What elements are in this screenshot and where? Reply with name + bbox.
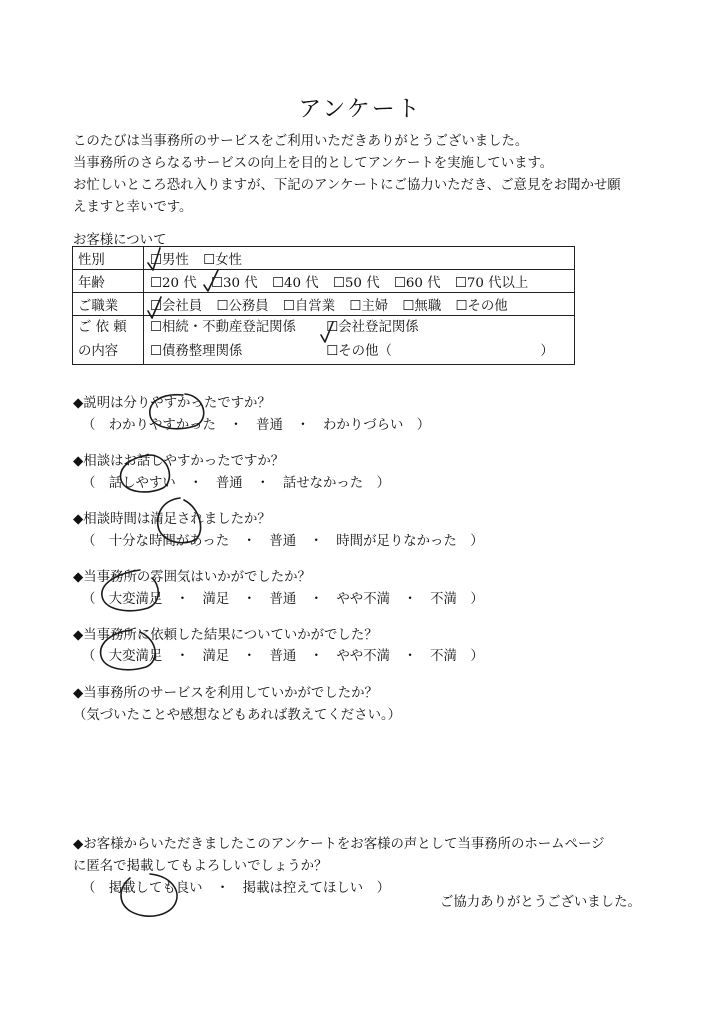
age-option-50s[interactable]: ☐50 代 bbox=[332, 275, 380, 291]
request-other-close: ） bbox=[540, 344, 554, 359]
request-option-debt[interactable]: ☐債務整理関係 bbox=[150, 344, 243, 359]
answer-options-1[interactable]: （ わかりやすかった ・ 普通 ・ わかりづらい ） bbox=[82, 418, 431, 433]
job-row bbox=[73, 293, 575, 316]
age-option-20s[interactable]: ☐20 代 bbox=[150, 275, 197, 291]
question-1: ◆説明は分りやすかったですか？ bbox=[73, 396, 271, 411]
publish-question-line1: ◆お客様からいただきましたこのアンケートをお客様の声として当事務所のホームページ bbox=[73, 837, 605, 852]
answer-options-5[interactable]: （ 大変満足 ・ 満足 ・ 普通 ・ やや不満 ・ 不満 ） bbox=[82, 649, 484, 664]
intro-line: このたびは当事務所のサービスをご利用いただきありがとうございました。 bbox=[73, 134, 529, 149]
free-question-note: （気づいたことや感想などもあれば教えてください。） bbox=[73, 708, 402, 723]
question-3: ◆相談時間は満足されましたか？ bbox=[73, 512, 271, 527]
publish-answer-options[interactable]: （ 掲載しても良い ・ 掲載は控えてほしい ） bbox=[82, 881, 390, 896]
page-title: アンケート bbox=[298, 96, 422, 122]
job-option-homemaker[interactable]: ☐主婦 bbox=[349, 298, 389, 314]
question-5: ◆当事務所に依頼した結果についていかがでした？ bbox=[73, 628, 378, 643]
age-option-60s[interactable]: ☐60 代 bbox=[393, 275, 441, 291]
job-option-public-servant[interactable]: ☐公務員 bbox=[216, 298, 269, 314]
request-label-line1: ご 依 頼 bbox=[78, 320, 127, 335]
free-question: ◆当事務所のサービスを利用していかがでしたか？ bbox=[73, 686, 378, 701]
closing-message: ご協力ありがとうございました。 bbox=[440, 895, 641, 910]
job-option-self-employed[interactable]: ☐自営業 bbox=[282, 298, 336, 314]
request-option-inheritance[interactable]: ☐相続・不動産登記関係 bbox=[150, 320, 296, 335]
age-option-40s[interactable]: ☐40 代 bbox=[271, 275, 319, 291]
request-label-line2: の内容 bbox=[78, 344, 119, 359]
gender-label: 性別 bbox=[73, 247, 144, 270]
request-row bbox=[73, 316, 575, 365]
publish-question-line2: に匿名で掲載してもよろしいでしょうか？ bbox=[73, 859, 328, 874]
intro-line: えますと幸いです。 bbox=[73, 200, 193, 215]
age-label: 年齢 bbox=[73, 270, 144, 293]
free-comment-area[interactable] bbox=[73, 730, 653, 820]
request-option-corporate[interactable]: ☐会社登記関係 bbox=[326, 320, 419, 335]
answer-options-2[interactable]: （ 話しやすい ・ 普通 ・ 話せなかった ） bbox=[82, 476, 390, 491]
gender-option-male[interactable]: ☐男性 bbox=[150, 252, 189, 268]
answer-options-4[interactable]: （ 大変満足 ・ 満足 ・ 普通 ・ やや不満 ・ 不満 ） bbox=[82, 592, 484, 607]
customer-section-label: お客様について bbox=[73, 233, 167, 248]
customer-info-table bbox=[72, 246, 575, 365]
answer-options-3[interactable]: （ 十分な時間があった ・ 普通 ・ 時間が足りなかった ） bbox=[82, 534, 484, 549]
gender-option-female[interactable]: ☐女性 bbox=[203, 252, 242, 268]
question-4: ◆当事務所の雰囲気はいかがでしたか？ bbox=[73, 570, 311, 585]
intro-line: お忙しいところ恐れ入りますが、下記のアンケートにご協力いただき、ご意見をお聞かせ願 bbox=[73, 178, 621, 193]
intro-line: 当事務所のさらなるサービスの向上を目的としてアンケートを実施しています。 bbox=[73, 156, 554, 171]
question-2: ◆相談はお話しやすかったですか？ bbox=[73, 454, 285, 469]
job-option-unemployed[interactable]: ☐無職 bbox=[402, 298, 442, 314]
job-option-employee[interactable]: ☐会社員 bbox=[150, 298, 203, 314]
request-option-other[interactable]: ☐その他（ bbox=[326, 344, 392, 359]
age-option-30s[interactable]: ☐30 代 bbox=[210, 275, 258, 291]
age-option-70s[interactable]: ☐70 代以上 bbox=[454, 275, 529, 291]
gender-row bbox=[73, 247, 575, 270]
job-option-other[interactable]: ☐その他 bbox=[455, 298, 508, 314]
age-row bbox=[73, 270, 575, 293]
job-label: ご職業 bbox=[73, 293, 144, 316]
